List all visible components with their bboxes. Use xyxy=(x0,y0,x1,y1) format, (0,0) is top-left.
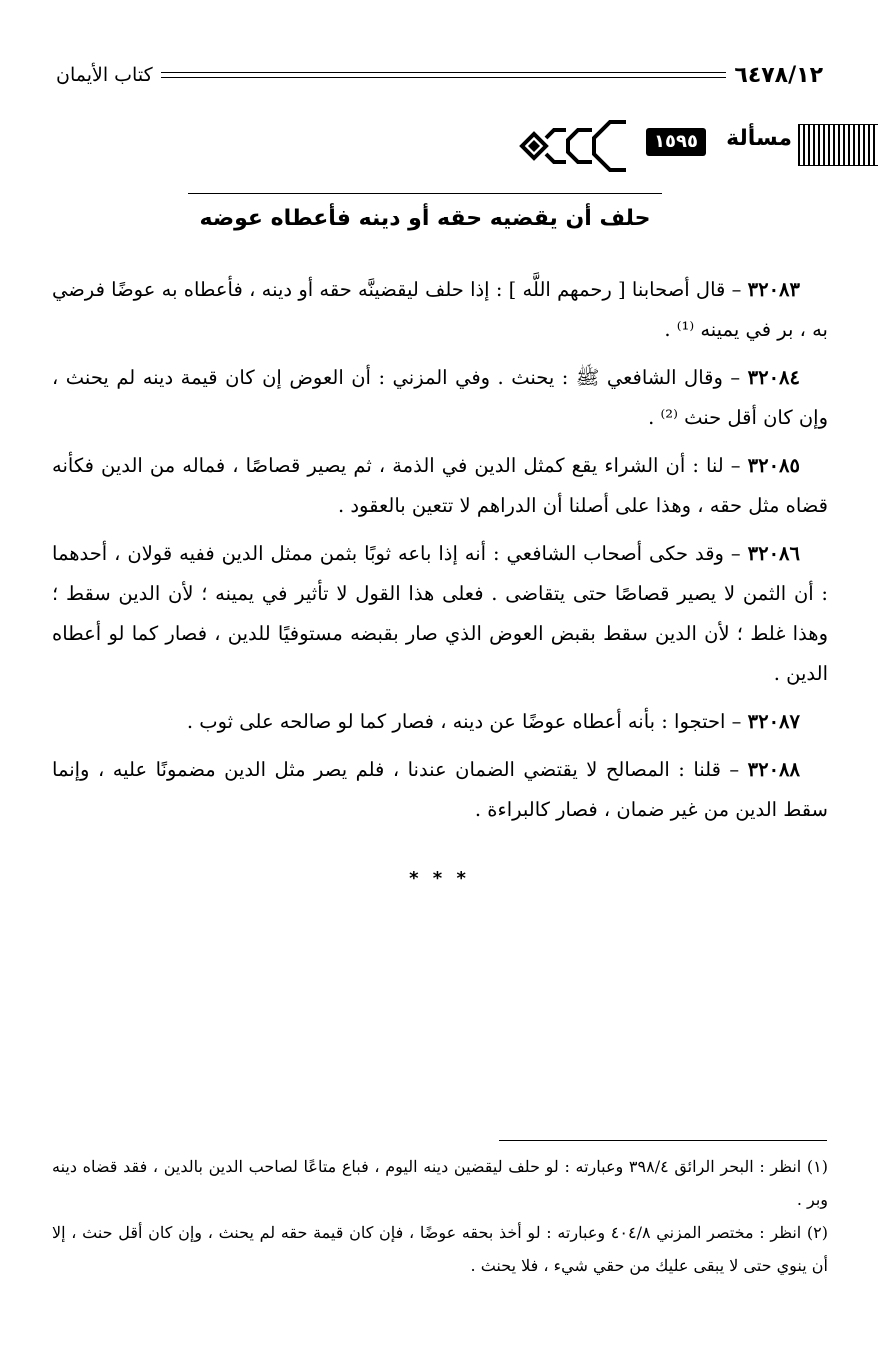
paragraph-number: ٣٢٠٨٥ xyxy=(747,454,800,477)
paragraph-number: ٣٢٠٨٧ xyxy=(747,710,800,733)
body-text xyxy=(52,270,828,838)
paragraph-number: ٣٢٠٨٤ xyxy=(747,366,800,389)
book-title: كتاب الأيمان xyxy=(56,64,153,86)
paragraph-number: ٣٢٠٨٨ xyxy=(747,758,800,781)
paragraph-text: – قلنا : المصالح لا يقتضي الضمان عندنا ، فلم يصر مثل الدين مضمونًا عليه ، وإنما سقط الدين من غير ضمان ، فصار كالبراءة . xyxy=(52,758,828,821)
paragraph xyxy=(52,534,828,694)
header-rule xyxy=(161,72,727,78)
paragraph-number: ٣٢٠٨٦ xyxy=(747,542,800,565)
page-reference: ٦٤٧٨/١٢ xyxy=(734,62,823,88)
paragraph xyxy=(52,702,828,742)
paragraph xyxy=(52,270,828,350)
paragraph-text: – احتجوا : بأنه أعطاه عوضًا عن دينه ، فصار كما لو صالحه على ثوب . xyxy=(186,710,748,733)
paragraph xyxy=(52,750,828,830)
decorative-ornament-icon xyxy=(518,116,628,176)
title-rule xyxy=(188,193,662,194)
masala-label: مسألة xyxy=(726,126,792,151)
section-separator: * * * xyxy=(409,868,470,889)
paragraph xyxy=(52,358,828,438)
paragraph-text: – لنا : أن الشراء يقع كمثل الدين في الذمة ، ثم يصير قصاصًا ، فماله من الدين فكأنه قضاه مثل حقه ، وهذا على أصلنا أن الدراهم لا تتعين بالعقود . xyxy=(52,454,828,517)
paragraph-text: – قال أصحابنا [ رحمهم اللَّه ] : إذا حلف ليقضينَّه حقه أو دينه ، فأعطاه به عوضًا فرضي به ، بر في يمينه ⁽¹⁾ . xyxy=(52,278,828,341)
masala-number: ١٥٩٥ xyxy=(646,128,706,156)
section-title: حلف أن يقضيه حقه أو دينه فأعطاه عوضه xyxy=(199,206,651,231)
paragraph xyxy=(52,446,828,526)
hatch-ornament xyxy=(798,124,878,166)
footnote-rule xyxy=(499,1140,827,1141)
footnote: (١) انظر : البحر الرائق ٣٩٨/٤ وعبارته : لو حلف ليقضين دينه اليوم ، فباع متاعًا لصاحب الدين بالدين ، فقد قضاه دينه وبر . xyxy=(52,1157,829,1209)
page-header xyxy=(56,58,823,92)
footnote: (٢) انظر : مختصر المزني ٤٠٤/٨ وعبارته : لو أخذ بحقه عوضًا ، فإن كان قيمة حقه لم يحنث ، وإن كان أقل حنث ، إلا أن ينوي حتى لا يبقى عليك من حقي شيء ، فلا يحنث . xyxy=(52,1223,828,1275)
paragraph-text: – وقال الشافعي ﷺ : يحنث . وفي المزني : أن العوض إن كان قيمة دينه لم يحنث ، وإن كان أقل حنث ⁽²⁾ . xyxy=(52,366,828,429)
paragraph-number: ٣٢٠٨٣ xyxy=(747,278,800,301)
footnotes xyxy=(52,1150,828,1282)
paragraph-text: – وقد حكى أصحاب الشافعي : أنه إذا باعه ثوبًا بثمن ممثل الدين ففيه قولان ، أحدهما : أن الثمن لا يصير قصاصًا حتى يتقاضى . فعلى هذا القول لا تأثير في يمينه ؛ لأن الدين سقط ؛ وهذا غلط ؛ لأن الدين سقط بقبض العوض الذي صار بقبضه مستوفيًا للدين ، فصار كما لو أعطاه الدين . xyxy=(52,542,828,685)
masala-banner xyxy=(518,116,878,176)
